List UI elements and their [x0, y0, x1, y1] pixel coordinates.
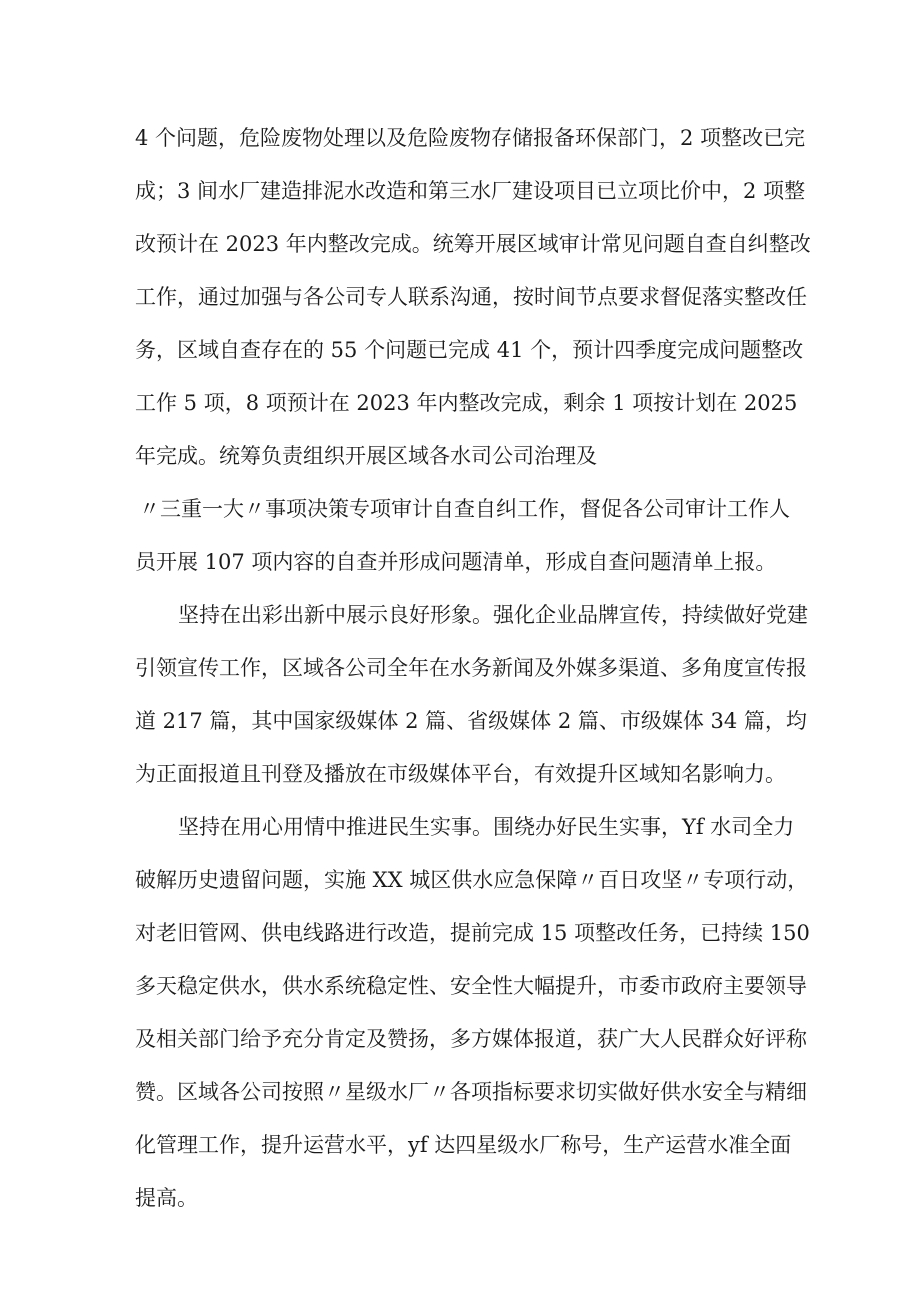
text-line: 化管理工作，提升运营水平，yf 达四星级水厂称号，生产运营水准全面	[135, 1133, 792, 1157]
text-line: 成；3 间水厂建造排泥水改造和第三水厂建设项目已立项比价中，2 项整	[135, 179, 806, 203]
text-line: 提高。	[135, 1186, 198, 1210]
text-line: 为正面报道且刊登及播放在市级媒体平台，有效提升区域知名影响力。	[135, 762, 786, 786]
text-line: 破解历史遗留问题，实施 XX 城区供水应急保障〃百日攻坚〃专项行动，	[135, 868, 809, 892]
text-line: 员开展 107 项内容的自查并形成问题清单，形成自查问题清单上报。	[135, 550, 777, 574]
text-line: 引领宣传工作，区域各公司全年在水务新闻及外媒多渠道、多角度宣传报	[135, 656, 807, 680]
text-line: 年完成。统筹负责组织开展区域各水司公司治理及	[135, 444, 597, 468]
text-line: 赞。区域各公司按照〃星级水厂〃各项指标要求切实做好供水安全与精细	[135, 1080, 807, 1104]
paragraph-first-line: 坚持在出彩出新中展示良好形象。强化企业品牌宣传，持续做好党建	[178, 603, 808, 627]
text-line: 改预计在 2023 年内整改完成。统筹开展区域审计常见问题自查自纠整改	[135, 232, 811, 256]
text-line: 务，区域自查存在的 55 个问题已完成 41 个，预计四季度完成问题整改	[135, 338, 804, 362]
paragraph-first-line: 坚持在用心用情中推进民生实事。围绕办好民生实事，Yf 水司全力	[178, 815, 795, 839]
text-line: 对老旧管网、供电线路进行改造，提前完成 15 项整改任务，已持续 150	[135, 921, 810, 945]
text-line: 工作，通过加强与各公司专人联系沟通，按时间节点要求督促落实整改任	[135, 285, 807, 309]
text-line: 及相关部门给予充分肯定及赞扬，多方媒体报道，获广大人民群众好评称	[135, 1027, 807, 1051]
text-line: 多天稳定供水，供水系统稳定性、安全性大幅提升，市委市政府主要领导	[135, 974, 807, 998]
text-line: 工作 5 项，8 项预计在 2023 年内整改完成，剩余 1 项按计划在 2025	[135, 391, 798, 415]
text-line: 4 个问题，危险废物处理以及危险废物存储报备环保部门，2 项整改已完	[135, 126, 806, 150]
text-line: 〃三重一大〃事项决策专项审计自查自纠工作，督促各公司审计工作人	[139, 497, 790, 521]
text-line: 道 217 篇，其中国家级媒体 2 篇、省级媒体 2 篇、市级媒体 34 篇，均	[135, 709, 807, 733]
